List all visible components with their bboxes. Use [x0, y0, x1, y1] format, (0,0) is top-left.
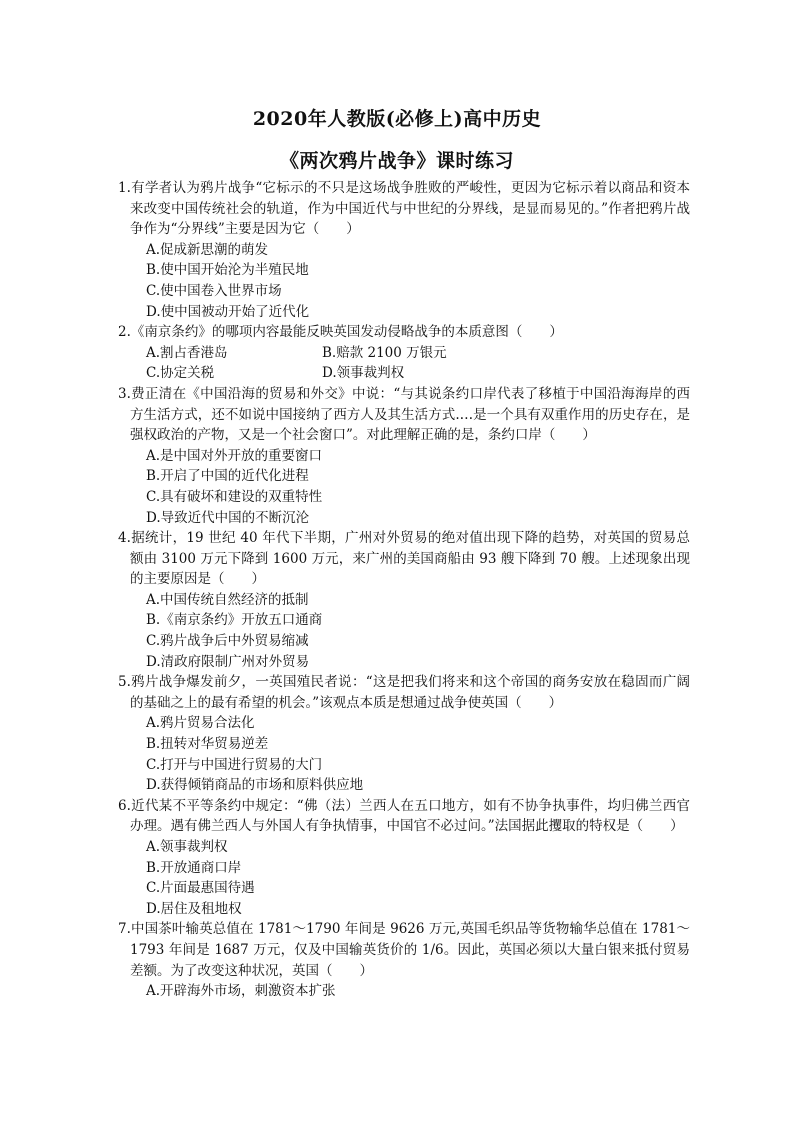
document-subtitle: 《两次鸦片战争》课时练习 [279, 150, 514, 172]
question-3-option-d: D.导致近代中国的不断沉沦 [146, 509, 310, 526]
question-2-options-row-1 [118, 343, 690, 364]
question-6-option-a: A.领事裁判权 [146, 839, 228, 855]
question-2-stem: 2.《南京条约》的哪项内容最能反映英国发动侵略战争的本质意图（ ） [118, 324, 563, 341]
question-2-options-row-2 [118, 363, 690, 384]
question-5-option-a: A.鸦片贸易合法化 [146, 715, 255, 732]
question-3-stem: 3.费正清在《中国沿海的贸易和外交》中说：“与其说条约口岸代表了移植于中国沿海海岸的西方生活方式，还不如说中国接纳了西方人及其生活方式.…是一个具有双重作用的历史存在，是强权政治的产物，又是一个社会窗口”。对此理解正确的是，条约口岸（ ） [118, 385, 690, 444]
question-7-option-a: A.开辟海外市场，刺激资本扩张 [146, 983, 336, 1000]
question-7-stem: 7.中国茶叶输英总值在 1781～1790 年间是 9626 万元,英国毛织品等货物输华总值在 1781～1793 年间是 1687 万元，仅及中国输英货价的 1/6。因此，英国必须以大量白银来抵付贸易差额。为了改变这种状况，英国（ ） [118, 921, 690, 979]
question-1-stem: 1.有学者认为鸦片战争“它标示的不只是这场战争胜败的严峻性，更因为它标示着以商品和资本来改变中国传统社会的轨道，作为中国近代与中世纪的分界线，是显而易见的。”作者把鸦片战争作为“分界线”主要是因为它（ ） [118, 180, 690, 238]
question-1-option-d: D.使中国被动开始了近代化 [146, 303, 310, 320]
question-1-option-c: C.使中国卷入世界市场 [146, 282, 282, 299]
question-5-option-d: D.获得倾销商品的市场和原料供应地 [146, 777, 364, 794]
document-title: 2020年人教版(必修上)高中历史 [252, 108, 542, 130]
question-list [118, 178, 690, 1002]
question-3-option-a: A.是中国对外开放的重要窗口 [146, 447, 323, 464]
question-5-option-b: B.扭转对华贸易逆差 [146, 736, 269, 753]
question-3-option-c: C.具有破坏和建设的双重特性 [146, 488, 323, 505]
question-6-option-c: C.片面最惠国待遇 [146, 880, 255, 897]
question-4-option-b: B.《南京条约》开放五口通商 [146, 612, 323, 629]
question-1-option-b: B.使中国开始沦为半殖民地 [146, 262, 309, 279]
question-6-option-b: B.开放通商口岸 [146, 859, 242, 876]
question-1-option-a: A.促成新思潮的萌发 [146, 241, 269, 258]
question-5-option-c: C.打开与中国进行贸易的大门 [146, 756, 323, 773]
question-4-option-c: C.鸦片战争后中外贸易缩减 [146, 633, 309, 650]
question-5-stem: 5.鸦片战争爆发前夕，一英国殖民者说：“这是把我们将来和这个帝国的商务安放在稳固而广阔的基础之上的最有希望的机会。”该观点本质是想通过战争使英国（ ） [118, 674, 690, 711]
question-3-option-b: B.开启了中国的近代化进程 [146, 468, 309, 485]
question-4-option-a: A.中国传统自然经济的抵制 [146, 591, 309, 608]
question-4-stem: 4.据统计，19 世纪 40 年代下半期，广州对外贸易的绝对值出现下降的趋势，对英国的贸易总额由 3100 万元下降到 1600 万元，来广州的美国商船由 93 艘下降到 70 艘。上述现象出现的主要原因是（ ） [118, 530, 690, 588]
question-6-option-d: D.居住及租地权 [146, 900, 242, 917]
question-2-option-c: C.协定关税 [146, 365, 215, 382]
question-2-option-d: D.领事裁判权 [322, 365, 405, 382]
question-2-option-b: B.赔款 2100 万银元 [322, 344, 447, 361]
question-2-option-a: A.割占香港岛 [146, 344, 228, 361]
question-6-stem: 6.近代某不平等条约中规定：“佛（法）兰西人在五口地方，如有不协争执事件，均归佛兰西官办理。遇有佛兰西人与外国人有争执情事，中国官不必过问。”法国据此攫取的特权是（ ） [118, 797, 690, 835]
question-4-option-d: D.清政府限制广州对外贸易 [146, 653, 310, 670]
